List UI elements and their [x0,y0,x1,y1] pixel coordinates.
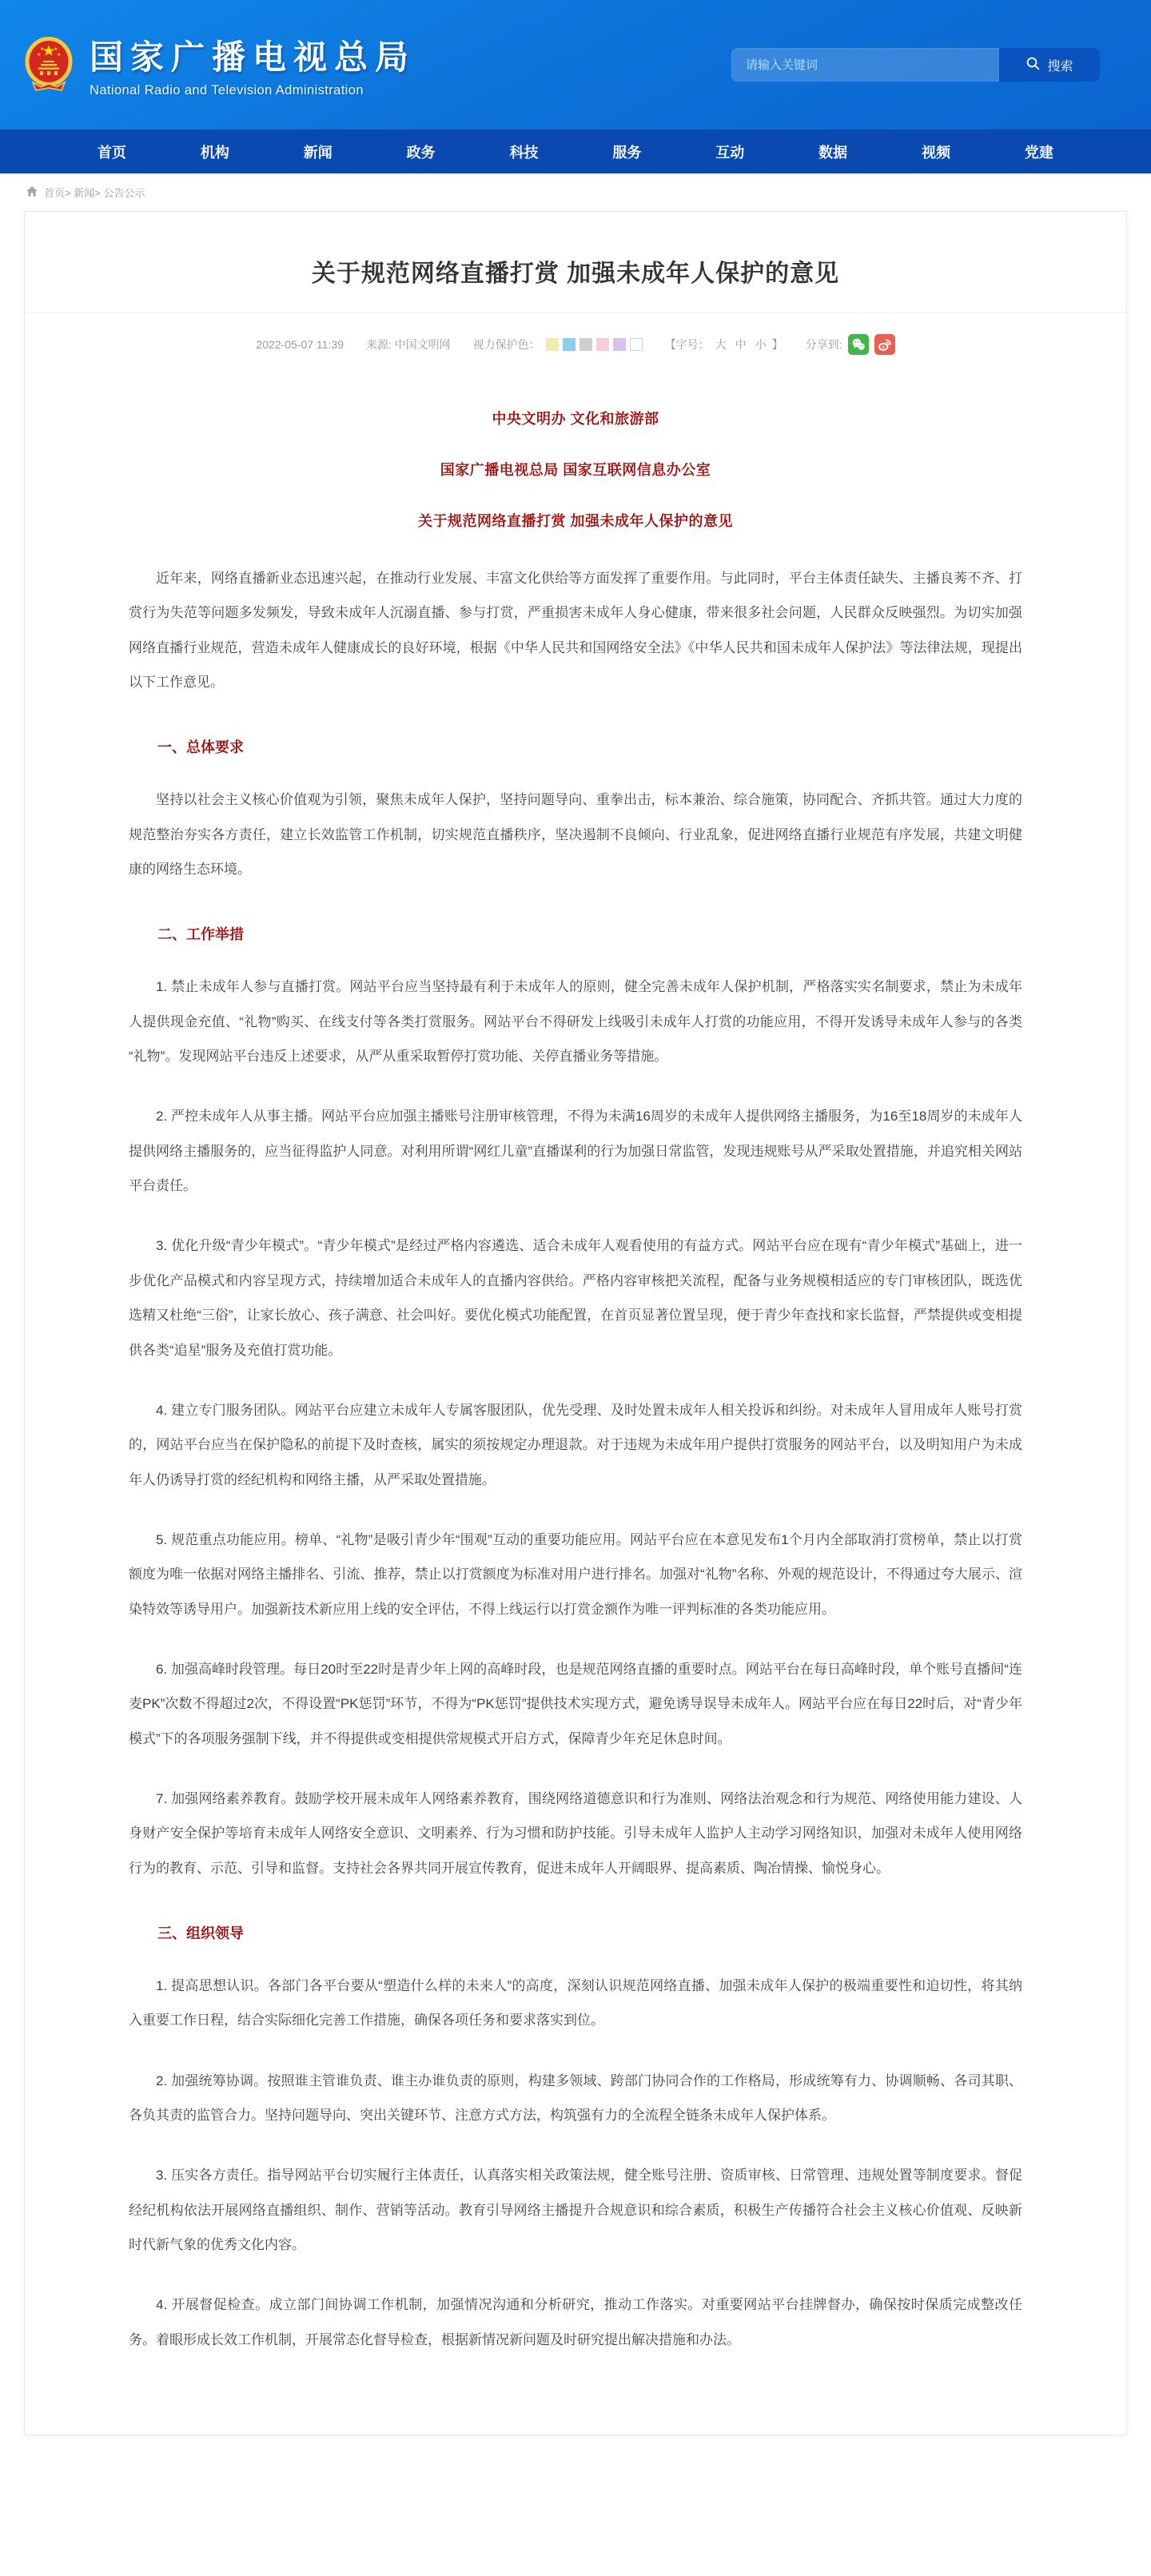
national-emblem-icon [24,37,74,93]
doc-heading: 中央文明办 文化和旅游部 [492,411,659,427]
search-icon [1026,56,1040,74]
share-group [806,334,895,355]
paragraph: 3. 压实各方责任。指导网站平台切实履行主体责任，认真落实相关政策法规，健全账号注册、资质审核、日常管理、违规处置等制度要求。督促经纪机构依法开展网络直播组织、制作、营销等活动。教育引导网络主播提升合规意识和综合素质，积极生产传播符合社会主义核心价值观、反映新时代新气象的优秀文化内容。 [129,2168,1022,2253]
nav-item-数据[interactable]: 数据 [818,144,848,161]
share-label: 分享到: [805,338,842,351]
site-header [0,0,1151,129]
svg-text:★: ★ [57,53,62,58]
doc-heading: 关于规范网络直播打赏 加强未成年人保护的意见 [418,513,733,529]
svg-text:★: ★ [37,53,42,58]
eye-protect-swatches [546,338,643,351]
paragraph: 2. 严控未成年人从事主播。网站平台应加强主播账号注册审核管理，不得为未满16周岁的未成年人提供网络主播服务，为16至18周岁的未成年人提供网络主播服务的，应当征得监护人同意。对利用所谓“网红儿童”直播谋利的行为加强日常监管，发现违规账号从严采取处置措施，并追究相关网站平台责任。 [129,1109,1022,1194]
section-heading: 二、工作举措 [157,926,244,943]
article-body [25,355,1126,2391]
publish-datetime: 2022-05-07 11:39 [256,338,344,351]
paragraph: 1. 提高思想认识。各部门各平台要从“塑造什么样的未来人”的高度，深刻认识规范网络直播、加强未成年人保护的极端重要性和迫切性，将其纳入重要工作日程，结合实际细化完善工作措施，确保各项任务和要求落实到位。 [129,1977,1022,2029]
paragraph: 7. 加强网络素养教育。鼓励学校开展未成年人网络素养教育，围绕网络道德意识和行为准则、网络法治观念和行为规范、网络使用能力建设、人身财产安全保护等培育未成年人网络安全意识、文明素养、行为习惯和防护技能。引导未成年人监护人主动学习网络知识，加强对未成年人使用网络行为的教育、示范、引导和监督。支持社会各界共同开展宣传教育，促进未成年人开阔眼界、提高素质、陶冶情操、愉悦身心。 [129,1790,1022,1876]
section-heading: 一、总体要求 [157,739,244,756]
search-button-label: 搜索 [1047,59,1073,74]
nav-item-服务[interactable]: 服务 [612,144,642,161]
nav-item-新闻[interactable]: 新闻 [303,144,333,161]
paragraph: 2. 加强统筹协调。按照谁主管谁负责、谁主办谁负责的原则，构建多领域、跨部门协同合作的工作格局，形成统筹有力、协调顺畅、各司其职、各负其责的监管合力。坚持问题导向、突出关键环节、注意方式方法，构筑强有力的全流程全链条未成年人保护体系。 [129,2072,1022,2123]
nav-item-机构[interactable]: 机构 [200,144,229,161]
article-head [25,212,1126,313]
paragraph: 1. 禁止未成年人参与直播打赏。网站平台应当坚持最有利于未成年人的原则，健全完善未成年人保护机制，严格落实实名制要求，禁止为未成年人提供现金充值、“礼物”购买、在线支付等各类打赏服务。网站平台不得研发上线吸引未成年人打赏的功能应用，不得开发诱导未成年人参与的各类“礼物”。发现网站平台违反上述要求，从严从重采取暂停打赏功能、关停直播业务等措施。 [129,979,1022,1065]
font-size-option-小[interactable]: 小 [755,338,767,351]
paragraph: 4. 开展督促检查。成立部门间协调工作机制，加强情况沟通和分析研究，推动工作落实。对重要网站平台挂牌督办，确保按时保质完成整改任务。着眼形成长效工作机制，开展常态化督导检查，根据新情况新问题及时研究提出解决措施和办法。 [129,2297,1022,2347]
breadcrumb-separator: > [65,187,74,199]
font-size-prefix: 【字号： [664,338,710,351]
doc-heading: 国家广播电视总局 国家互联网信息办公室 [440,462,711,478]
nav-item-科技[interactable]: 科技 [509,144,539,161]
page-title: 关于规范网络直播打赏 加强未成年人保护的意见 [311,261,840,287]
eye-protect-swatch[interactable] [630,338,643,351]
wechat-share-icon[interactable] [848,334,869,355]
nav-item-互动[interactable]: 互动 [715,144,745,161]
breadcrumb-separator: > [94,187,104,199]
breadcrumb [0,173,1151,211]
breadcrumb-link-首页[interactable]: 首页 [44,187,66,199]
svg-text:★: ★ [54,47,58,52]
nav-item-政务[interactable]: 政务 [406,144,436,161]
eye-protect-swatch[interactable] [546,338,559,351]
paragraph: 近年来，网络直播新业态迅速兴起，在推动行业发展、丰富文化供给等方面发挥了重要作用。与此同时，平台主体责任缺失、主播良莠不齐、打赏行为失范等问题多发频发，导致未成年人沉溺直播、参与打赏，严重损害未成年人身心健康，带来很多社会问题，人民群众反映强烈。为切实加强网络直播行业规范，营造未成年人健康成长的良好环境，根据《中华人民共和国网络安全法》《中华人民共和国未成年人保护法》等法律法规，现提出以下工作意见。 [129,571,1022,691]
search-input[interactable] [731,48,999,82]
paragraph: 4. 建立专门服务团队。网站平台应建立未成年人专属客服团队，优先受理、及时处置未成年人相关投诉和纠纷。对未成年人冒用成年人账号打赏的，网站平台应当在保护隐私的前提下及时查核，属实的须按规定办理退款。对于违规为未成年用户提供打赏服务的网站平台，以及明知用户为未成年人仍诱导打赏的经纪机构和网络主播，从严采取处置措施。 [129,1402,1022,1487]
eye-protect-swatch[interactable] [613,338,626,351]
site-subtitle: National Radio and Television Administration [90,83,364,98]
site-title: 国家广播电视总局 [90,38,416,76]
font-size-option-大[interactable]: 大 [715,338,727,351]
eye-protect-swatch[interactable] [563,338,576,351]
article-meta [25,334,1126,355]
font-size-suffix: 】 [771,338,783,351]
home-icon [26,186,38,199]
nav-item-党建[interactable]: 党建 [1024,144,1053,161]
section-heading: 三、组织领导 [157,1925,244,1941]
article-source: 来源: 中国文明网 [365,338,451,351]
eye-protect-label: 视力保护色： [472,338,540,351]
font-size-options [715,336,767,352]
search-button[interactable] [999,48,1100,82]
font-size-option-中[interactable]: 中 [735,338,747,351]
eye-protect-swatch[interactable] [596,338,609,351]
paragraph: 3. 优化升级“青少年模式”。“青少年模式”是经过严格内容遴选、适合未成年人观看使用的有益方式。网站平台应在现有“青少年模式”基础上，进一步优化产品模式和内容呈现方式，持续增加适合未成年人的直播内容供给。严格内容审核把关流程，配备与业务规模相适应的专门审核团队，既选优选精又杜绝“三俗”，让家长放心、孩子满意、社会叫好。要优化模式功能配置，在首页显著位置呈现，便于青少年查找和家长监督，严禁提供或变相提供各类“追星”服务及充值打赏功能。 [129,1238,1022,1358]
breadcrumb-link-公告公示[interactable]: 公告公示 [103,187,145,199]
nav-item-首页[interactable]: 首页 [98,144,126,161]
font-size-group [665,336,783,352]
weibo-share-icon[interactable] [874,334,895,355]
nav-item-视频[interactable]: 视频 [922,144,950,161]
breadcrumb-items [44,185,145,200]
svg-text:★: ★ [40,47,45,52]
article-card [24,211,1127,2435]
search-box [731,48,1100,82]
breadcrumb-link-新闻[interactable]: 新闻 [74,187,95,199]
header-branding [24,31,416,98]
paragraph: 5. 规范重点功能应用。榜单、“礼物”是吸引青少年“围观”互动的重要功能应用。网站平台应在本意见发布1个月内全部取消打赏榜单，禁止以打赏额度为唯一依据对网络主播排名、引流、推荐，禁止以打赏额度为标准对用户进行排名。加强对“礼物”名称、外观的规范设计，不得通过夸大展示、渲染特效等诱导用户。加强新技术新应用上线的安全评估，不得上线运行以打赏金额作为唯一评判标准的各类功能应用。 [129,1531,1022,1617]
paragraph: 坚持以社会主义核心价值观为引领，聚焦未成年人保护，坚持问题导向、重拳出击，标本兼治、综合施策，协同配合、齐抓共管。通过大力度的规范整治夯实各方责任，建立长效监管工作机制，切实规范直播秩序，坚决遏制不良倾向、行业乱象，促进网络直播行业规范有序发展，共建文明健康的网络生态环境。 [129,792,1022,878]
org-names [90,31,416,98]
paragraph: 6. 加强高峰时段管理。每日20时至22时是青少年上网的高峰时段，也是规范网络直播的重要时点。网站平台在每日高峰时段，单个账号直播间“连麦PK”次数不得超过2次，不得设置“PK惩罚”环节，不得为“PK惩罚”提供技术实现方式，避免诱导误导未成年人。网站平台应在每日22时后，对“青少年模式”下的各项服务强制下线，并不得提供或变相提供常规模式开启方式，保障青少年充足休息时间。 [129,1661,1022,1746]
main-nav [0,129,1151,173]
eye-protect-swatch[interactable] [579,338,592,351]
eye-protect-group [473,336,643,352]
